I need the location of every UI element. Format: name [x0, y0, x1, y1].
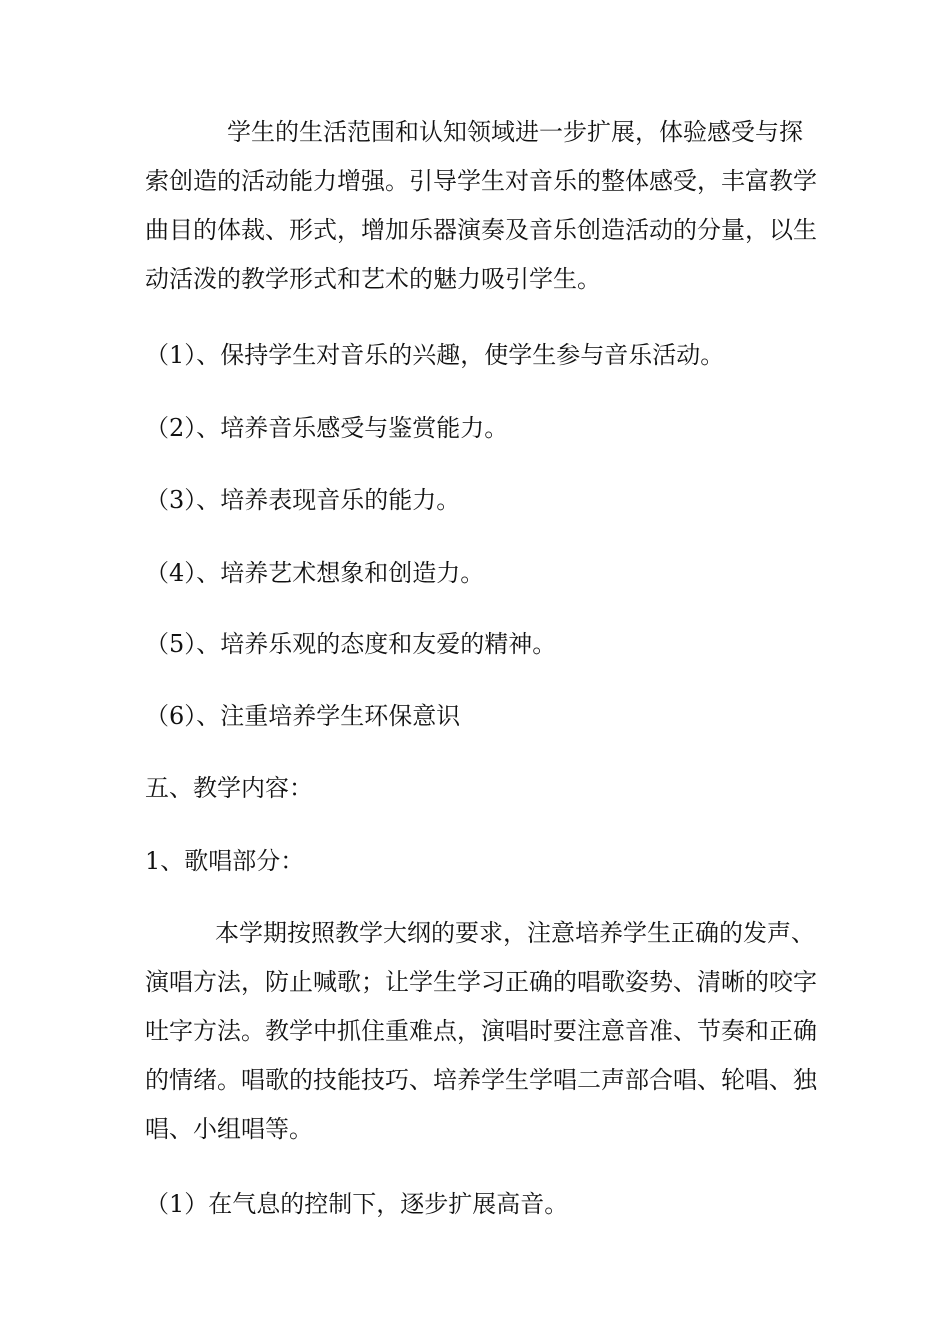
- goal-item: （1）、保持学生对音乐的兴趣，使学生参与音乐活动。: [145, 341, 725, 369]
- paragraph-line: 唱、小组唱等。: [145, 1115, 313, 1143]
- paragraph-line: 索创造的活动能力增强。引导学生对音乐的整体感受，丰富教学: [145, 167, 817, 195]
- section-title: 五、教学内容：: [145, 774, 313, 802]
- paragraph-singing: [145, 909, 817, 1154]
- goal-item: （2）、培养音乐感受与鉴赏能力。: [145, 414, 509, 442]
- paragraph-line: 动活泼的教学形式和艺术的魅力吸引学生。: [145, 265, 601, 293]
- goal-item: （3）、培养表现音乐的能力。: [145, 486, 461, 514]
- goal-item: （4）、培养艺术想象和创造力。: [145, 559, 485, 587]
- goal-item: （5）、培养乐观的态度和友爱的精神。: [145, 630, 557, 658]
- subsection-title: 1、歌唱部分：: [145, 847, 305, 875]
- list-item: （1）在气息的控制下，逐步扩展高音。: [145, 1190, 569, 1218]
- paragraph-line: 本学期按照教学大纲的要求，注意培养学生正确的发声、: [215, 919, 815, 947]
- paragraph-line: 吐字方法。教学中抓住重难点，演唱时要注意音准、节奏和正确: [145, 1017, 817, 1045]
- paragraph-line: 曲目的体裁、形式，增加乐器演奏及音乐创造活动的分量，以生: [145, 216, 817, 244]
- paragraph-line: 的情绪。唱歌的技能技巧、培养学生学唱二声部合唱、轮唱、独: [145, 1066, 817, 1094]
- paragraph-intro: [145, 108, 817, 304]
- paragraph-line: 学生的生活范围和认知领域进一步扩展，体验感受与探: [227, 118, 803, 146]
- goal-item: （6）、注重培养学生环保意识: [145, 702, 461, 730]
- paragraph-line: 演唱方法，防止喊歌；让学生学习正确的唱歌姿势、清晰的咬字: [145, 968, 817, 996]
